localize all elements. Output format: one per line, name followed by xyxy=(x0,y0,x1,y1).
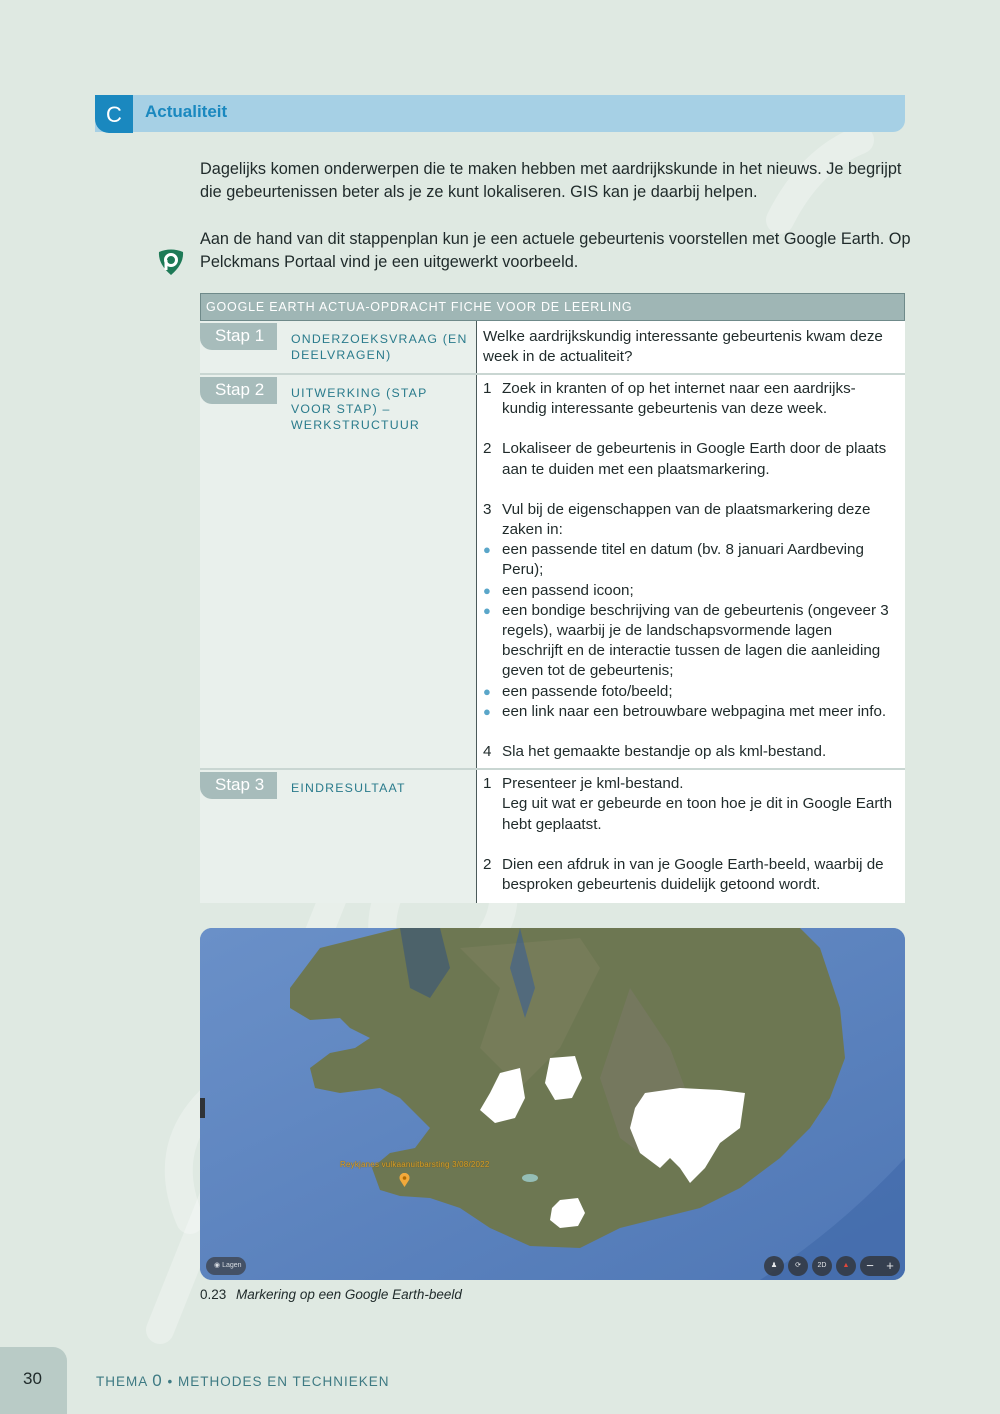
step-2-item-1 xyxy=(483,379,897,419)
item-number: 4 xyxy=(483,743,492,761)
zoom-controls xyxy=(860,1256,900,1276)
item-text xyxy=(502,774,897,835)
zoom-in-button[interactable]: + xyxy=(886,1258,894,1273)
bullet-dot-icon: ● xyxy=(483,703,491,719)
layers-button[interactable] xyxy=(206,1257,246,1275)
figure-caption-text: Markering op een Google Earth-beeld xyxy=(236,1287,462,1302)
step-1-left-cell xyxy=(200,321,476,373)
zoom-out-button[interactable]: − xyxy=(866,1258,874,1273)
step-3-item-1 xyxy=(483,774,897,835)
bullet-text: een passende titel en datum (bv. 8 januari Aardbeving Peru); xyxy=(502,541,864,579)
item-text-line-2: Leg uit wat er gebeurde en toon hoe je dit in Google Earth hebt geplaatst. xyxy=(502,795,893,833)
figure-number: 0.23 xyxy=(200,1287,227,1302)
layers-label: Lagen xyxy=(222,1262,242,1269)
intro-text-2: Aan de hand van dit stappenplan kun je een actuele gebeurtenis voorstellen met Google Earth. Op Pelckmans Portaal vind je een uitgewerkt voorbeeld. xyxy=(200,230,911,271)
intro-text-1: Dagelijks komen onderwerpen die te maken hebben met aardrijkskunde in het nieuws. Je begrijpt die gebeurtenissen beter als je ze kunt lokaliseren. GIS kan je daarbij helpen. xyxy=(200,160,902,201)
item-text: Vul bij de eigenschappen van de plaatsmarkering deze zaken in: xyxy=(502,500,871,539)
placemark-label: Reykjanes vulkaanuitbarsting 3/08/2022 xyxy=(340,1160,490,1169)
bullet-text: een passende foto/beeld; xyxy=(502,682,673,700)
fiche-row-step-3 xyxy=(200,768,905,903)
rotate-icon[interactable]: ⟳ xyxy=(788,1256,808,1276)
step-2-content xyxy=(476,375,905,768)
bullet-item xyxy=(483,601,897,682)
step-1-badge: Stap 1 xyxy=(200,323,277,350)
section-title: Actualiteit xyxy=(145,102,228,121)
compass-icon[interactable]: ▲ xyxy=(836,1256,856,1276)
bullet-text: een passend icoon; xyxy=(502,581,634,599)
map-side-handle[interactable] xyxy=(200,1098,205,1118)
footer-thema-number: 0 xyxy=(152,1371,163,1390)
footer-chapter-title: METHODES EN TECHNIEKEN xyxy=(178,1374,390,1389)
bullet-dot-icon: ● xyxy=(483,602,491,618)
bullet-item xyxy=(483,682,897,702)
step-3-content xyxy=(476,770,905,903)
step-2-left-cell xyxy=(200,375,476,768)
bullet-item xyxy=(483,540,897,580)
bullet-item xyxy=(483,702,897,722)
item-number: 2 xyxy=(483,855,492,873)
step-3-label: EINDRESULTAAT xyxy=(291,781,406,796)
step-3-item-2 xyxy=(483,855,897,895)
step-1-content xyxy=(476,321,905,373)
placemark-pin-icon[interactable] xyxy=(399,1173,410,1187)
step-1-label: ONDERZOEKSVRAAG (EN DEELVRAGEN) xyxy=(291,332,468,362)
item-text-line-1: Presenteer je kml-bestand. xyxy=(502,775,684,793)
step-2-item-4 xyxy=(483,742,897,762)
item-text: Lokaliseer de gebeurtenis in Google Earth door de plaats aan te duiden met een plaatsmarkering. xyxy=(502,440,887,478)
bullet-text: een bondige beschrijving van de gebeurtenis (ongeveer 3 regels), waarbij je de landschapsvormende lagen beschrijft en de interactie tussen de lagen die aanleiding geven tot de gebeurtenis; xyxy=(502,601,889,680)
figure-caption xyxy=(200,1287,462,1302)
step-2-item-2 xyxy=(483,439,897,479)
step-2-badge: Stap 2 xyxy=(200,377,277,404)
page-number: 30 xyxy=(23,1369,42,1388)
step-2-item-3 xyxy=(483,500,897,540)
bullet-dot-icon: ● xyxy=(483,582,491,598)
footer-separator: • xyxy=(167,1374,174,1389)
running-footer xyxy=(96,1371,390,1391)
view-mode-toggle[interactable]: 2D xyxy=(812,1256,832,1276)
google-earth-map-image xyxy=(200,928,905,1280)
assignment-fiche-table xyxy=(200,293,905,903)
item-text: Sla het gemaakte bestandje op als kml-bestand. xyxy=(502,743,827,761)
bullet-text: een link naar een betrouwbare webpagina met meer info. xyxy=(502,702,887,720)
fiche-row-step-2 xyxy=(200,373,905,768)
map-controls xyxy=(764,1256,900,1276)
item-number: 2 xyxy=(483,440,492,458)
intro-paragraph-2 xyxy=(200,228,920,274)
fiche-row-step-1 xyxy=(200,321,905,373)
bullet-dot-icon: ● xyxy=(483,542,491,558)
section-letter-badge: C xyxy=(95,95,133,133)
bullet-item xyxy=(483,581,897,601)
item-text: Zoek in kranten of op het internet naar een aardrijks-kundig interessante gebeurtenis van deze week. xyxy=(502,380,856,418)
item-text: Dien een afdruk in van je Google Earth-beeld, waarbij de besproken gebeurtenis duidelijk getoond wordt. xyxy=(502,855,884,894)
pegman-icon[interactable]: ♟ xyxy=(764,1256,784,1276)
step-3-left-cell xyxy=(200,770,476,903)
pelckmans-portaal-icon[interactable] xyxy=(157,248,185,276)
iceland-satellite-graphic xyxy=(200,928,905,1280)
step-3-badge: Stap 3 xyxy=(200,772,277,799)
bullet-dot-icon: ● xyxy=(483,683,491,699)
layers-icon: ◉ xyxy=(214,1262,223,1269)
fiche-header: GOOGLE EARTH ACTUA-OPDRACHT FICHE VOOR DE LEERLING xyxy=(200,293,905,321)
item-number: 1 xyxy=(483,380,492,397)
intro-paragraph-1 xyxy=(200,158,920,204)
research-question: Welke aardrijkskundig interessante gebeurtenis kwam deze week in de actualiteit? xyxy=(483,328,883,366)
item-number: 3 xyxy=(483,500,492,518)
item-number: 1 xyxy=(483,775,492,793)
step-2-label: UITWERKING (STAP VOOR STAP) – WERKSTRUCTUUR xyxy=(291,386,428,432)
footer-thema-label: THEMA xyxy=(96,1374,148,1389)
